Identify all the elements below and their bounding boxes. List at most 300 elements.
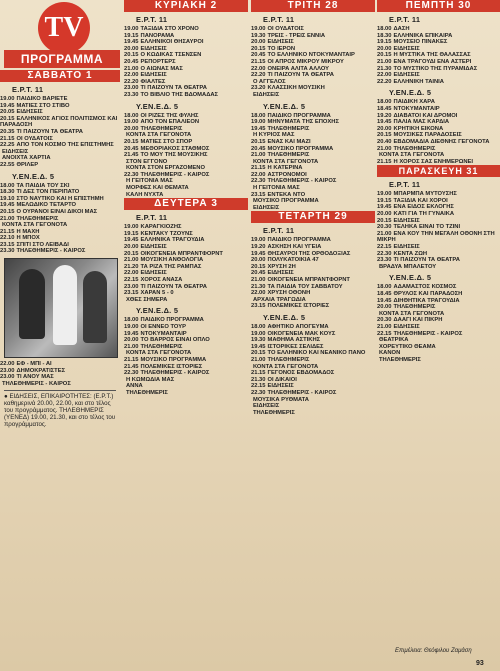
program-listing [251,185,375,192]
program-title: ΕΙΔΗΣΕΙΣ [140,72,167,79]
program-listing [124,244,248,251]
program-title: ΚΟΝΤΑ ΣΤΑ ΓΕΓΟΝΟΤΑ [379,310,445,317]
channel-name: Υ.ΕΝ.Ε.Δ. 5 [389,273,432,283]
program-listing [377,119,500,126]
program-listing [251,85,375,92]
program-title: ΤΗΛΕΘΗΜΕΡΙΣ - ΚΑΙΡΟΣ [267,178,337,185]
program-time: 20.15 [124,52,139,59]
tv-programma-logo [4,2,120,82]
program-title: ΑΝΝΑ [126,383,143,390]
program-listing [251,159,375,166]
program-time: 21.30 [377,65,392,72]
program-listing [124,224,248,231]
program-time: 20.00 [377,125,392,132]
page-number: 93 [476,660,484,667]
channel-name: Υ.ΕΝ.Ε.Δ. 5 [263,101,306,111]
program-title: ΤΙ ΠΑΙΖΟΥΝ ΤΑ ΘΕΑΤΡΑ [393,257,460,264]
program-title: ΜΟΥΣΙΚΟ ΠΡΟΓΡΑΜΜΑ [253,198,319,205]
program-title: Η ΜΠΟΧ [16,235,40,242]
program-time: 19.45 [0,202,15,209]
program-listing [377,350,500,357]
program-listing [0,162,120,169]
program-listing [377,113,500,120]
program-listing [251,92,375,99]
tv-logo-circle: TV [38,2,90,54]
program-title: ΕΙΔΗΣΕΙΣ [393,72,420,79]
program-listing [251,270,375,277]
program-title: Η ΓΕΙΤΟΝΙΑ ΜΑΣ [253,185,300,192]
program-title: ΠΑΙΔΙΚΟ ΠΡΟΓΡΑΜΜΑ [267,237,331,244]
program-title: ΧΡΥΣΗ 2Η [267,263,296,270]
program-title: ΡΕΠΟΡΤΕΡΣ [140,58,176,65]
program-time: 18.00 [377,26,392,32]
program-title: ΟΙ ΕΝΝΕΟ ΤΟΥΡ [140,323,186,330]
program-listing [377,66,500,73]
program-title: ΤΙ ΠΑΙΖΟΥΝ ΤΑ ΘΕΑΤΡΑ [267,72,334,79]
program-title: ΝΤΟΚΥΜΑΝΤΑΙΡ [393,105,440,112]
program-time: 19.00 [251,119,266,126]
program-time: 22.30 [124,171,139,178]
program-title: Ο ΑΙΩΝΑΣ ΜΑΣ [140,65,183,72]
news-info-box: ● ΕΙΔΗΣΕΙΣ, ΕΠΙΚΑΙΡΟΤΗΤΕΣ: (Ε.Ρ.Τ.) καθημερινά 20.00, 22.00, και στο τέλος του προγράμματος. ΤΗΛΕΘΗΜΕΡΙΣ (ΥΕΝΕΔ) 19.00, 21.30, και στο τέλος του προγράμματος. [4,390,116,428]
program-title: ΤΗΛΕΘΗΜΕΡΙΣ [267,356,310,363]
program-time: 19.00 [124,119,139,126]
program-listing [124,79,248,86]
day-header: ΔΕΥΤΕΡΑ 3 [124,198,248,210]
program-title: Η ΚΥΡΙΟΣ ΜΑΣ [253,132,295,139]
program-listing [124,390,248,397]
program-title: ΕΙΔΗΣΕΙΣ [253,204,280,211]
program-listing [124,370,248,377]
program-time: 22.20 [251,72,266,79]
program-time: 19.00 [251,330,266,337]
program-listing [124,290,248,297]
program-time: 21.45 [124,363,139,370]
program-time: 19.00 [251,26,266,32]
program-listing [377,284,500,291]
program-listing [251,383,375,390]
program-time: 22.00 [124,270,139,277]
column-tuesday-wednesday [251,0,375,416]
program-time: 23.00 [124,85,139,92]
program-listing [124,324,248,331]
program-time: 22.00 [377,72,392,79]
program-title: ΤΙ ΔΕΣ ΤΟΝ ΠΕΡΙΠΑΤΟ [16,189,80,196]
program-time: 19.15 [377,197,392,204]
program-time: 21.00 [251,356,266,363]
program-time: 18.30 [0,189,15,196]
program-listing [0,235,120,242]
program-time: 22.25 [0,142,15,149]
program-time: 21.00 [124,257,139,264]
program-listing [124,317,248,324]
program-listing [251,297,375,304]
program-title: ΑΡΧΑΙΑ ΤΡΑΓΩΔΙΑ [253,296,306,303]
program-listing [377,159,500,166]
program-listing [251,152,375,159]
program-listing [0,242,120,249]
program-time: 19.30 [251,337,266,344]
program-listing [377,257,500,264]
program-listing [0,189,120,196]
program-listing [124,132,248,139]
program-listing [124,72,248,79]
program-title: ΤΟ ΜΟΥ ΤΗΣ ΜΟΥΣΙΚΗΣ [140,152,208,159]
program-time: 20.00 [251,257,266,264]
program-listing [377,317,500,324]
program-title: ΠΟΛΥΚΑΤΟΙΚΙΑ 47 [267,257,319,264]
program-time: 20.00 [124,244,139,251]
program-listing [377,344,500,351]
program-listing [251,126,375,133]
program-title: ΕΙΔΗΣΕΙΣ [140,270,167,277]
program-title: ΔΙΗΘΗΤΙΚΑ ΤΡΑΓΟΥΔΙΑ [393,297,460,304]
program-title: ΕΙΔΗΣΕΙΣ [267,39,294,46]
program-title: ΤΗΛΕΘΗΜΕΡΙΣ [393,304,436,311]
program-time: 22.15 [377,330,392,337]
program-listing [251,350,375,357]
program-listing [124,192,248,199]
program-listing [377,244,500,251]
program-listing [377,152,500,159]
program-title: ΤΙ ΠΑΙΖΟΥΝ ΤΑ ΘΕΑΤΡΑ [16,128,83,135]
program-listing [124,237,248,244]
program-time: 18.00 [124,112,139,119]
program-title: ΧΟΡΟΣ ΑΝΑΣΑ [140,277,183,283]
program-time: 20.05 [0,109,15,116]
program-listing [124,277,248,284]
program-title: ΘΡΙΛΕΡ [16,161,39,168]
program-listing [124,172,248,179]
program-title: ΤΙ ΠΑΙΖΟΥΝ ΤΑ ΘΕΑΤΡΑ [140,283,207,290]
program-title: ΜΕΘΟΡΙΑΚΟΣ ΣΤΑΘΜΟΣ [140,145,210,152]
program-title: ΤΑ ΡΙΖΑ ΤΗΣ ΡΑΜΠΑΣ [140,263,202,270]
program-listing [251,33,375,40]
program-listing [377,304,500,311]
program-listing [251,251,375,258]
program-title: ΦΙΑΛΤΕΣ [140,78,166,85]
program-time: 18.00 [124,317,139,324]
program-title: ΕΙΔΗΣΕΙΣ [140,244,167,251]
program-time: 20.35 [0,128,15,135]
program-title: ΠΑΙΔΙΚΟ ΠΡΟΓΡΑΜΜΑ [140,317,204,324]
day-header: ΠΑΡΑΣΚΕΥΗ 31 [377,165,500,177]
program-listing [377,106,500,113]
program-listing [377,298,500,305]
program-title: ΚΟΝΤΑ ΣΤΑ ΓΕΓΟΝΟΤΑ [379,152,445,159]
program-title: ΑΦΗΤΙΚΟ ΑΠΟΓΕΥΜΑ [267,323,329,330]
channel-name: Υ.ΕΝ.Ε.Δ. 5 [389,88,432,98]
column-thursday-friday [377,0,500,364]
program-listing [377,337,500,344]
program-time: 19.45 [251,250,266,257]
program-title: ΚΟΝΤΑ ΣΤΑ ΓΕΓΟΝΟΤΑ [2,222,68,229]
program-title: ΧΑΡΑΝ 5 - 0 [140,290,174,297]
program-time: 18.00 [251,112,266,119]
day-header: ΤΕΤΑΡΤΗ 29 [251,211,375,223]
program-time: 21.15 [251,165,266,172]
program-time: 18.30 [377,32,392,39]
program-listing [377,132,500,139]
program-time: 22.15 [377,244,392,251]
program-time: 19.00 [124,323,139,330]
program-time: 19.10 [0,195,15,202]
program-title: ΚΕΝΤΑΚΥ ΤΖΟΥΝΣ [140,230,193,237]
program-listing [124,39,248,46]
program-time: 20.45 [251,145,266,152]
program-time: 19.45 [377,297,392,304]
program-listing [124,59,248,66]
program-time: 21.00 [251,277,266,283]
program-listing [124,26,248,33]
program-listing [377,331,500,338]
program-listing [124,152,248,159]
program-listing [377,204,500,211]
program-listing [251,364,375,371]
program-title: ΟΝΕΙΡΑ ΑΛΙΤΑ ΑΛΛΟΥ [267,65,330,72]
program-time: 22.15 [251,383,266,390]
program-listing [377,211,500,218]
program-time: 23.20 [251,85,266,92]
programma-banner: ΠΡΟΓΡΑΜΜΑ [4,50,120,68]
program-time: 20.00 [377,304,392,311]
program-listing [124,146,248,153]
program-title: ΟΙΚΟΓΕΝΕΙΑ ΜΠΡΑΝΤΦΟΡΝΤ [140,250,223,257]
program-listing [251,377,375,384]
channel-name: Ε.Ρ.Τ. 11 [263,226,295,236]
program-listing [0,196,120,203]
program-listing [0,381,120,388]
program-time: 23.15 [124,290,139,297]
program-title: ΕΙΔΗΣΕΙΣ [16,109,43,116]
program-title: ΚΛΑΣΣΙΚΗ ΜΟΥΣΙΚΗ [267,85,325,92]
program-title: ΕΛΛΗΝΙΚΑ ΕΠΙΚΑΙΡΑ [393,32,453,39]
program-listing [377,264,500,271]
program-title: ΤΑΞΙΔΙΑ ΚΑΙ ΧΟΡΟΙ [393,197,448,204]
program-listing [377,59,500,66]
program-time: 21.00 [124,343,139,350]
program-time: 20.15 [0,115,15,122]
channel-name: Ε.Ρ.Τ. 11 [136,213,168,223]
program-time: 22.00 [251,171,266,178]
program-listing [377,72,500,79]
program-title: ΤΗΛΕΘΗΜΕΡΙΣ [126,389,168,396]
program-listing [251,397,375,404]
program-listing [377,99,500,106]
program-title: ΜΟΥΣΙΚΕΣ ΠΑΡΑΔΟΣΕΙΣ [393,132,462,139]
program-time: 19.00 [0,96,15,102]
program-title: ΕΝΑ ΚΟΥ ΤΗΝ ΜΕΓΑΛΗ ΟΘΟΝΗ ΣΤΗ ΜΙΚΡΗ [377,230,497,244]
program-title: ΔΑΑΓΙ ΚΑΙ ΠΙΚΡΗ [393,317,443,324]
program-title: Η ΜΥΣΤΙΚΑ ΤΗΣ ΘΑΛΑΣΣΑΣ [393,52,471,59]
program-listing [0,229,120,236]
program-listing [0,96,120,103]
program-title: ΑΣΚΗΣΗ ΚΑΙ ΥΓΕΙΑ [267,244,322,251]
program-title: ΕΙΔΗΣΕΙΣ [140,45,167,52]
program-time: 20.00 [377,211,392,218]
program-listing [251,39,375,46]
program-title: ΤΟ ΕΛΛΗΝΙΚΟ ΚΑΙ ΝΕΑΝΙΚΟ ΠΑΝΟ [267,350,366,357]
program-listing [251,139,375,146]
program-listing [0,248,120,255]
program-title: ΕΙΔΗΣΕΙΣ [253,91,280,98]
program-title: ΤΑ ΠΑΙΔΙΑ ΤΟΥ ΣΚΙ [16,182,70,189]
program-listing [0,129,120,136]
program-listing [124,284,248,291]
program-title: Η ΚΩΜΩΔΙΑ ΜΑΣ [126,376,175,383]
program-listing [0,142,120,149]
program-time: 20.45 [251,52,266,59]
program-listing [124,139,248,146]
program-time: 19.00 [124,224,139,231]
program-time: 20.15 [251,350,266,357]
program-time: 22.00 [251,65,266,72]
program-time: 21.30 [251,283,266,290]
program-listing [377,46,500,53]
column-saturday [0,0,120,428]
program-title: ΕΙΔΗΣΕΙΣ [393,217,420,224]
program-listing [124,337,248,344]
program-listing [251,192,375,199]
program-listing [251,410,375,417]
program-listing [124,344,248,351]
program-title: ΤΟ ΒΙΒΛΙΟ ΤΗΣ ΒΔΟΜΑΔΑΣ [140,91,219,98]
program-title: Ο ΑΓΓΕΛΟΣ [253,78,286,85]
program-time: 22.30 [251,178,266,185]
program-title: ΟΙ ΡΙΖΕΣ ΤΗΣ ΦΥΛΗΣ [140,112,199,119]
program-title: ΟΙΚΟΓΕΝΕΙΑ ΜΠΡΑΝΤΦΟΡΝΤ [267,277,350,283]
program-title: ΕΙΔΗΣΕΙΣ [2,148,29,155]
program-title: Η ΜΑΧΗ [16,228,40,235]
program-title: ΤΗΛΕΘΗΜΕΡΙΣ [393,145,436,152]
program-title: ΚΑΤΙ ΓΙΑ ΤΗ ΓΥΝΑΙΚΑ [393,211,455,218]
program-time: 22.30 [377,250,392,257]
program-time: 21.00 [377,145,392,152]
program-time: 23.00 [0,374,15,381]
program-listing [251,290,375,297]
program-title: ΠΟΛΕΜΙΚΕΣ ΙΣΤΟΡΙΕΣ [267,303,330,310]
program-time: 21.15 [0,228,15,235]
column-sunday-monday [124,0,248,397]
program-title: ΜΟΥΣΙΚΟ ΠΡΟΓΡΑΜΜΑ [267,145,334,152]
program-time: 21.00 [377,323,392,330]
program-listing [0,136,120,143]
program-title: ΘΡΥΛΟΣ ΚΑΙ ΠΑΡΑΔΟΣΗ [393,291,463,297]
program-title: ΤΗΛΕΘΗΜΕΡΙΣ - ΚΑΙΡΟΣ [267,389,337,396]
program-title: ΠΑΙΔΙΚΗ ΧΑΡΑ [393,99,435,106]
program-listing [377,79,500,86]
program-listing [377,139,500,146]
program-time: 22.00 [251,290,266,297]
program-title: ΚΟΝΤΑ ΣΤΟΝ ΕΡΓΑΖΟΜΕΝΟ [126,165,205,172]
program-title: ΤΗΛΕΘΗΜΕΡΙΣ [379,356,421,363]
program-listing [251,165,375,172]
program-listing [251,403,375,410]
program-title: ΕΝΤΕΚΑ ΝΤΟ [267,191,306,198]
channel-name: Ε.Ρ.Τ. 11 [12,85,44,94]
program-listing [124,270,248,277]
program-title: ΙΣΤΟΡΙΚΕΣ ΣΕΛΙΔΕΣ [267,343,324,350]
program-time: 20.00 [377,45,392,52]
program-listing [0,222,120,229]
program-listing [251,119,375,126]
program-time: 21.00 [0,215,15,222]
program-time: 22.55 [0,161,15,168]
channel-name: Υ.ΕΝ.Ε.Δ. 5 [12,171,55,181]
program-title: ΤΗΛΕΘΗΜΕΡΙΣ [140,343,183,350]
program-title: ΕΦ - ΜΠΙ - ΑΙ [16,361,52,368]
program-listing [124,33,248,40]
program-time: 18.00 [377,99,392,106]
program-time: 19.20 [377,112,392,119]
program-title: ΠΟΛΕΜΙΚΕΣ ΙΣΤΟΡΙΕΣ [140,363,203,370]
program-time: 21.15 [124,356,139,363]
program-listing [124,92,248,99]
program-title: Ο ΟΥΡΑΝΟΙ ΕΙΝΑΙ ΔΙΚΟΙ ΜΑΣ [16,208,98,215]
program-listing [124,257,248,264]
program-time: 20.45 [124,145,139,152]
program-title: ΜΟΥΣΙΚΗ ΑΝΘΟΛΟΓΙΑ [140,257,204,264]
program-title: Η ΚΑΤΕΡΙΝΑ [267,165,303,172]
program-listing [251,264,375,271]
program-listing [251,113,375,120]
program-listing [124,231,248,238]
program-title: ΔΗΜΟΚΡΑΤΙΣΤΕΣ [16,367,66,374]
program-title: ΕΙΔΗΣΕΙΣ [393,244,420,251]
program-listing [124,46,248,53]
program-time: 19.45 [124,237,139,244]
program-listing [251,72,375,79]
program-time: 22.30 [124,370,139,377]
program-listing [124,126,248,133]
program-title: ΜΑΘΗΜΑ ΑΣΤΙΚΗΣ [267,337,321,344]
program-listing [124,251,248,258]
program-listing [251,303,375,310]
program-listing [251,178,375,185]
program-listing [251,66,375,73]
program-listing [251,132,375,139]
program-listing [124,297,248,304]
program-title: ΟΙ ΟΥΔΑΤΟΙΣ [16,135,53,142]
program-listing [251,26,375,33]
program-listing [377,198,500,205]
program-title: ΚΟΝΤΑ ΣΤΑ ΓΕΓΟΝΟΤΑ [126,350,192,357]
program-title: ΣΤΟΝ ΕΓΓΟΝΟ [126,158,168,165]
program-time: 19.00 [251,237,266,244]
program-listing [0,116,120,129]
program-title: ΤΑ ΠΑΙΔΙΑ ΤΟΥ ΣΑΒΒΑΤΟΥ [267,283,343,290]
program-title: ΜΑΤΙΕΣ ΣΤΟ ΣΠΟΡ [140,138,193,145]
program-listing [124,52,248,59]
program-title: ΚΡΗΤΙΚΗ ΕΙΚΟΝΑ [393,125,444,132]
program-title: ΕΙΔΗΣΕΙΣ [267,383,294,390]
program-title: ΑΣΤΡΟΝΟΜΟΙ [267,171,307,178]
program-time: 18.45 [377,291,392,297]
program-title: ΟΙΚΟΓΕΝΕΙΑ ΜΑΚ ΚΟΥΣ [267,330,336,337]
program-time: 18.00 [251,323,266,330]
program-time: 20.00 [124,337,139,344]
program-listing [251,244,375,251]
program-title: Η ΓΕΙΤΟΝΙΑ ΜΑΣ [126,178,173,185]
program-time: 19.45 [251,125,266,132]
program-time: 23.15 [0,241,15,248]
program-title: ΤΕΛΗΚΑ ΕΙΝΑΙ ΤΟ ΤΖΙΝΙ [393,224,461,231]
program-time: 20.45 [124,58,139,65]
program-time: 20.15 [251,263,266,270]
program-time: 19.45 [251,343,266,350]
program-title: ΤΗΛΕΘΗΜΕΡΙΣ - ΚΑΙΡΟΣ [393,330,463,337]
program-time: 20.15 [0,208,15,215]
